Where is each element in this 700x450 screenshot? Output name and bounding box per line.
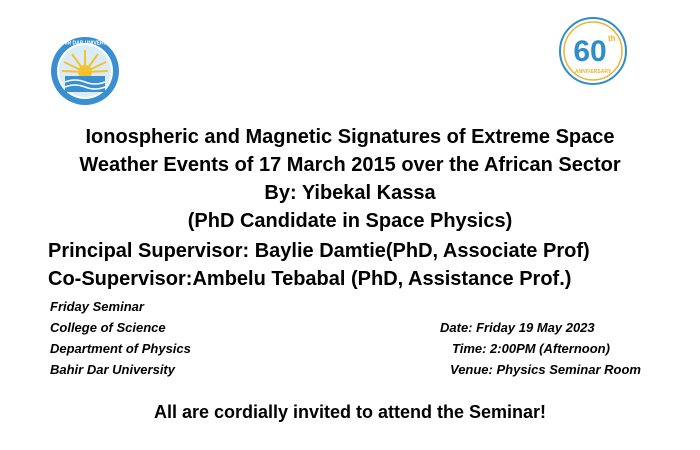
anniversary-badge-icon	[558, 16, 628, 86]
event-venue: Venue: Physics Seminar Room	[450, 362, 641, 377]
event-details-left	[50, 296, 191, 380]
university-seal-logo	[50, 36, 120, 106]
college-name: College of Science	[50, 320, 166, 335]
seal-text: BAHIR DAR UNIVERSITY	[55, 40, 115, 47]
presenter-line: By: Yibekal Kassa	[264, 182, 436, 204]
anniversary-number: 60	[573, 35, 607, 68]
principal-supervisor: Principal Supervisor: Baylie Damtie(PhD, Associate Prof)	[48, 240, 590, 262]
candidate-line: (PhD Candidate in Space Physics)	[187, 210, 513, 232]
seminar-title-line-1: Ionospheric and Magnetic Signatures of Extreme Space	[85, 126, 615, 148]
event-details-right	[440, 317, 641, 380]
seminar-title-line-2: Weather Events of 17 March 2015 over the African Sector	[79, 154, 621, 176]
anniversary-suffix: th	[608, 34, 616, 43]
anniversary-text: ANNIVERSARY	[574, 69, 612, 75]
event-name: Friday Seminar	[50, 299, 144, 314]
invitation-text: All are cordially invited to attend the Seminar!	[153, 402, 547, 422]
university-seal-icon	[50, 36, 120, 106]
event-date: Date: Friday 19 May 2023	[440, 320, 595, 335]
co-supervisor: Co-Supervisor:Ambelu Tebabal (PhD, Assistance Prof.)	[48, 268, 572, 290]
event-time: Time: 2:00PM (Afternoon)	[452, 341, 610, 356]
anniversary-logo	[558, 16, 628, 86]
department-name: Department of Physics	[50, 341, 191, 356]
university-name: Bahir Dar University	[50, 362, 175, 377]
